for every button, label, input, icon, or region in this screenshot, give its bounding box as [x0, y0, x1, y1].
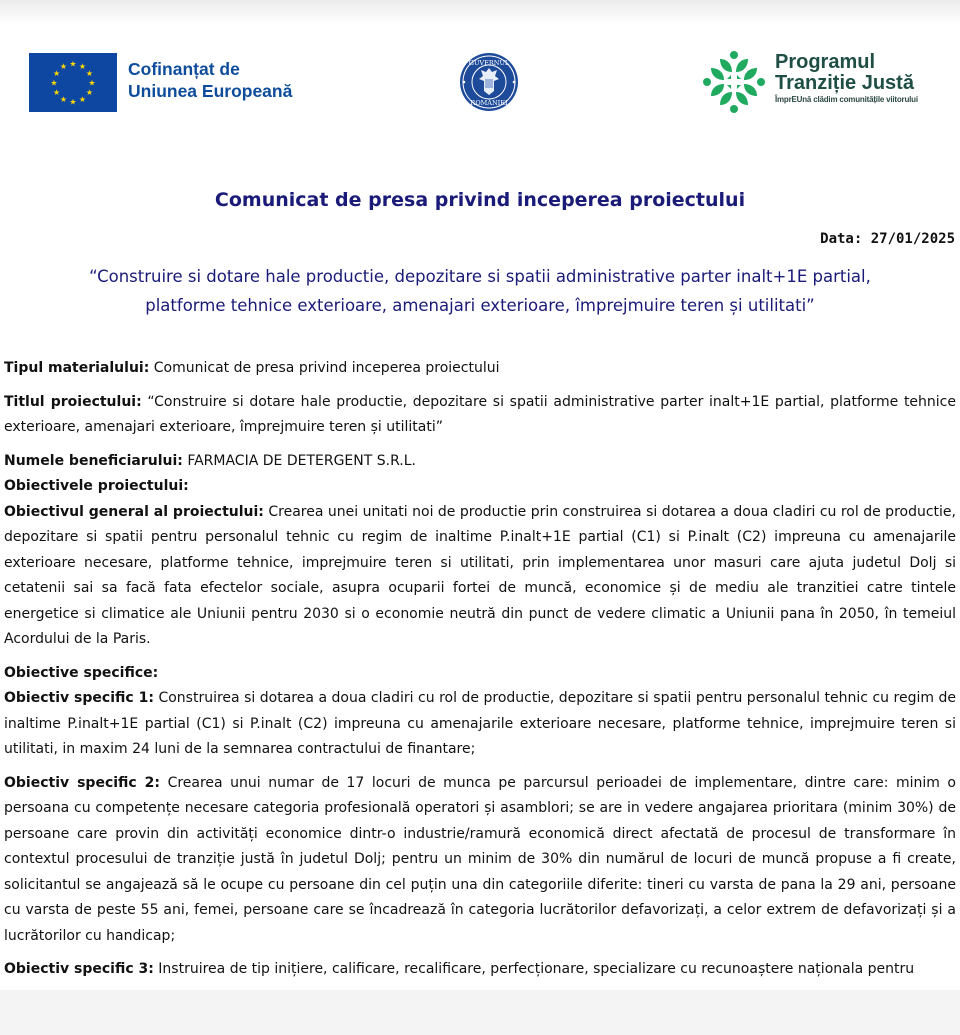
subtitle-line1: “Construire si dotare hale productie, depozitare si spatii administrative parter inalt+1E partial,: [89, 267, 871, 286]
field-objectives-heading: [4, 474, 956, 500]
eu-label-line2: Uniunea Europeană: [128, 81, 293, 101]
ptj-line2: Tranziție Justă: [775, 72, 914, 94]
ptj-line1: Programul: [775, 51, 876, 73]
field-value: Crearea unei unitati noi de productie prin construirea si dotarea a doua cladiri cu rol de productie, depozitare si spatii pentru personalul tehnic cu regim de inaltime P.inalt+1E partial (C1) si P.inalt (C2) impreuna cu amenajarile exterioare necesare, platforme tehnice, imprejmuire teren si utilitati, prin implementarea unor masuri care ajuta judetul Dolj si cetatenii sai sa facă fata efectelor sociale, asupra ocuparii fortei de muncă, economice și de mediu ale tranzitiei catre tintele energetice si climatice ale Uniunii pentru 2030 si o economie neutră din punct de vedere climatic a Uniunii pana în 2050, în temeiul Acordului de la Paris.: [4, 503, 956, 647]
document-body: [4, 356, 956, 990]
field-label: Obiective specifice:: [4, 664, 159, 681]
page-top-shadow: [0, 4, 960, 26]
eu-star: ★: [88, 78, 96, 88]
eu-flag-icon: [29, 53, 117, 112]
field-label: Obiectivul general al proiectului:: [4, 503, 264, 520]
field-value: Instruirea de tip inițiere, calificare, recalificare, perfecționare, specializare cu recunoaștere naționala pentru: [153, 961, 915, 977]
field-specific-objective-2: [4, 771, 956, 950]
field-label: Obiectiv specific 2:: [4, 774, 161, 791]
ptj-tagline: ÎmprEUnă clădim comunitățile viitorului: [775, 95, 918, 104]
subtitle-line2: platforme tehnice exterioare, amenajari exterioare, împrejmuire teren și utilitati”: [145, 296, 815, 315]
eu-star: ★: [50, 78, 58, 88]
eu-cofinanced-label: [128, 58, 292, 102]
field-label: Titlul proiectului:: [4, 393, 142, 410]
field-label: Obiectiv specific 1:: [4, 690, 154, 706]
eu-star: ★: [52, 88, 61, 97]
logo-header: [0, 48, 960, 118]
field-value: Crearea unui numar de 17 locuri de munca pe parcursul perioadei de implementare, dintre care: minim o persoana cu competențe necesare categoria profesională operatori și asamblori; se are in vedere angajarea prioritara (minim 30%) de persoane care provin din activități economice dintr-o industrie/ramură economică direct afectată de procesul de transformare în contextul procesului de tranziție justă în judetul Dolj; pentru un minim de 30% din numărul de locuri de muncă propuse a fi create, solicitantul se angajează să le ocupe cu persoane din cel puțin una din categoriile diferite: tineri cu varsta de pana la 29 ani, persoane cu varsta de peste 55 ani, femei, persoane care se încadrează în categoria lucrătorilor defavorizați, a celor extrem de defavorizați și a lucrătorilor cu handicap;: [4, 774, 956, 944]
seal-top-text: GUVERNUL: [468, 59, 510, 67]
field-general-objective: [4, 500, 956, 653]
field-specific-objective-3: [4, 957, 956, 983]
eu-star: ★: [78, 94, 87, 104]
leaf-flower-icon: [702, 50, 766, 114]
eu-star: ★: [69, 59, 77, 69]
field-value: Comunicat de presa privind inceperea proiectului: [149, 360, 500, 376]
field-material-type: [4, 356, 956, 382]
eu-star: ★: [59, 94, 68, 104]
field-value: FARMACIA DE DETERGENT S.R.L.: [182, 452, 417, 469]
eu-star: ★: [85, 69, 94, 78]
field-label: Numele beneficiarului:: [4, 452, 183, 469]
guvernul-romaniei-seal-icon: [459, 52, 519, 112]
field-project-title: [4, 390, 956, 441]
eu-star: ★: [78, 62, 87, 72]
document-page: [0, 4, 960, 990]
field-beneficiary: [4, 449, 956, 475]
project-subtitle: [0, 262, 960, 320]
field-label: Obiectiv specific 3:: [4, 961, 154, 977]
eu-star: ★: [69, 97, 77, 107]
seal-bottom-text: ROMÂNIEI: [470, 99, 508, 107]
field-specific-objective-1: [4, 686, 956, 763]
field-specific-objectives-heading: [4, 661, 956, 687]
field-label: Obiectivele proiectului:: [4, 478, 189, 494]
document-date: Data: 27/01/2025: [820, 231, 955, 247]
field-value: Construirea si dotarea a doua cladiri cu rol de productie, depozitare si spatii pentru personalul tehnic cu regim de inaltime P.inalt+1E partial (C1) si P.inalt (C2) impreuna cu amenajarile exterioare necesare, platforme tehnice, imprejmuire teren si utilitati, in maxim 24 luni de la semnarea contractului de finantare;: [4, 690, 957, 757]
field-label: Tipul materialului:: [4, 360, 150, 376]
ptj-logo-text: [775, 52, 918, 106]
eu-star: ★: [59, 62, 68, 72]
page-title: Comunicat de presa privind inceperea proiectului: [214, 189, 746, 211]
eu-label-line1: Cofinanțat de: [128, 59, 240, 79]
field-value: “Construire si dotare hale productie, depozitare si spatii administrative parter inalt+1E partial, platforme tehnice exterioare, amenajari exterioare, împrejmuire teren și utilitati”: [4, 393, 956, 435]
eu-star: ★: [52, 69, 61, 78]
eu-star: ★: [85, 88, 94, 97]
